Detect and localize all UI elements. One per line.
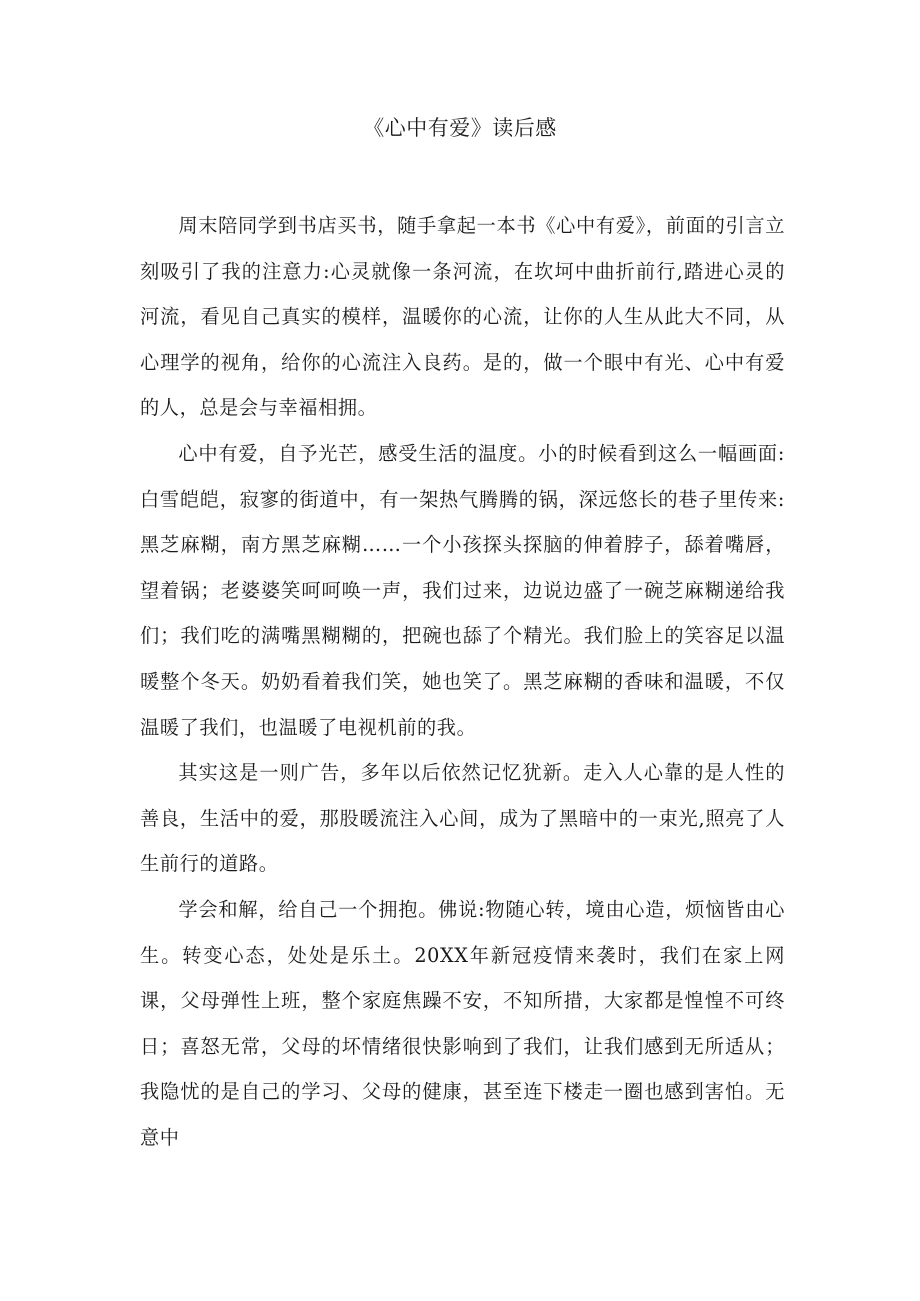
paragraph-2: 心中有爱，自予光芒，感受生活的温度。小的时候看到这么一幅画面:白雪皑皑，寂寥的街道中，有一架热气腾腾的锅，深远悠长的巷子里传来:黑芝麻糊，南方黑芝麻糊……一个小孩探头探脑的伸着脖子，舔着嘴唇，望着锅；老婆婆笑呵呵唤一声，我们过来，边说边盛了一碗芝麻糊递给我们；我们吃的满嘴黑糊糊的，把碗也舔了个精光。我们脸上的笑容足以温暖整个冬天。奶奶看着我们笑，她也笑了。黑芝麻糊的香味和温暖，不仅温暖了我们，也温暖了电视机前的我。	[140, 441, 785, 739]
document-title: 《心中有爱》读后感	[363, 116, 557, 140]
paragraph-1: 周末陪同学到书店买书，随手拿起一本书《心中有爱》，前面的引言立刻吸引了我的注意力:心灵就像一条河流，在坎坷中曲折前行,踏进心灵的河流，看见自己真实的模样，温暖你的心流，让你的人生从此大不同，从心理学的视角，给你的心流注入良药。是的，做一个眼中有光、心中有爱的人，总是会与幸福相拥。	[140, 214, 785, 420]
paragraph-3: 其实这是一则广告，多年以后依然记忆犹新。走入人心靠的是人性的善良，生活中的爱，那股暖流注入心间，成为了黑暗中的一束光,照亮了人生前行的道路。	[140, 761, 785, 876]
document-body	[140, 203, 785, 1160]
paragraph-4: 学会和解，给自己一个拥抱。佛说:物随心转，境由心造，烦恼皆由心生。转变心态，处处是乐土。20XX年新冠疫情来袭时，我们在家上网课，父母弹性上班，整个家庭焦躁不安，不知所措，大家都是惶惶不可终日；喜怒无常，父母的坏情绪很快影响到了我们，让我们感到无所适从；我隐忧的是自己的学习、父母的健康，甚至连下楼走一圈也感到害怕。无意中	[140, 897, 785, 1149]
